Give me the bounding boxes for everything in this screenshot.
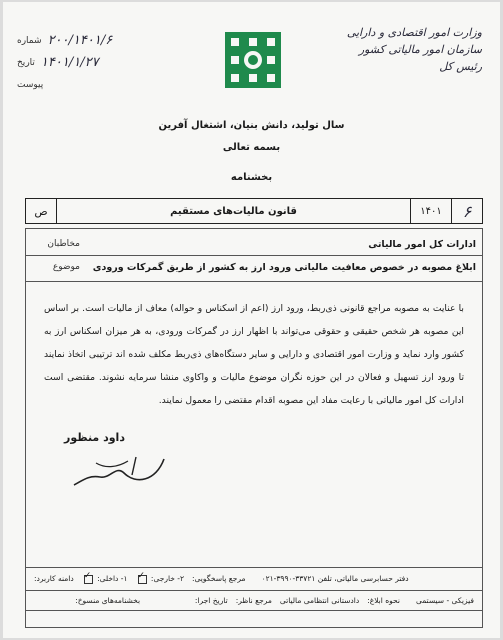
attachment-label: پیوست (17, 80, 44, 90)
scope-label: دامنه کاربرد: (34, 574, 74, 584)
tax-organization-emblem-icon (223, 30, 283, 90)
external-label: ۲- خارجی: (150, 574, 185, 583)
addressee-label: مخاطبان (47, 239, 80, 249)
external-option (132, 574, 188, 584)
circular-title-box (25, 198, 483, 224)
notify-value: فیزیکی - سیستمی (415, 596, 474, 605)
notify-label: نحوه ابلاغ: (367, 596, 400, 605)
responder-value: دفتر حسابرسی مالیاتی، تلفن ۳۳۷۲۱-۳۹۹۰-۰۲۱ (261, 574, 409, 584)
external-checkbox[interactable] (138, 575, 147, 584)
addressee-row (32, 239, 476, 250)
footer-row-2 (30, 596, 478, 605)
supervisor-value: دادستانی انتظامی مالیاتی (279, 596, 360, 605)
year-motto: سال تولید، دانش بنیان، اشتغال آفرین (158, 120, 345, 131)
circular-document (3, 2, 500, 638)
internal-option (78, 574, 132, 584)
handwritten-signature-icon (66, 451, 176, 491)
effective-date-label: تاریخ اجرا: (194, 596, 228, 605)
footer-row-1 (30, 574, 478, 584)
document-type: بخشنامه (230, 172, 273, 183)
date-value: ۱۴۰۱/۱/۲۷ (40, 55, 99, 70)
organization-header (332, 24, 482, 75)
number-label: شماره (17, 36, 42, 46)
number-value: ۲۰۰/۱۴۰۱/۶ (47, 33, 113, 48)
subject-label: موضوع (52, 262, 80, 272)
subject-value: ابلاغ مصوبه در خصوص معافیت مالیاتی ورود ارز به کشور از طریق گمرکات ورودی (92, 262, 476, 273)
internal-checkbox[interactable] (84, 575, 93, 584)
date-label: تاریخ (17, 58, 35, 68)
org-line-2: سازمان امور مالیاتی کشور (358, 43, 482, 56)
org-line-1: وزارت امور اقتصادی و دارایی (346, 26, 482, 39)
bismillah: بسمه تعالی (222, 142, 281, 153)
reference-block (17, 30, 167, 96)
signatory-name: داود منظور (64, 431, 125, 444)
law-title: قانون مالیات‌های مستقیم (56, 199, 410, 223)
circular-body-box (25, 228, 483, 568)
circular-year: ۱۴۰۱ (410, 199, 451, 223)
title-suffix: ص (34, 204, 48, 218)
supervisor-label: مرجع ناظر: (235, 596, 272, 605)
footer-box (25, 568, 483, 628)
subject-row (32, 262, 476, 273)
org-line-3: رئیس کل (439, 60, 482, 73)
circular-number: ۶ (451, 199, 482, 223)
internal-label: ۱- داخلی: (97, 574, 128, 583)
circular-text: با عنایت به مصوبه مراجع قانونی ذی‌ربط، ورود ارز (اعم از اسکناس و حواله) معاف از مالیات است. بر اساس این مصوبه هر شخص حقیقی و حقوقی می‌تواند با اظهار ارز در گمرکات ورودی، به هر میزان اسکناس ارز به کشور وارد نماید و وزارت امور اقتصادی و دارایی و سایر دستگاه‌های ذی‌ربط مکلف شده اند ترتیبی اتخاذ نمایند تا ورود ارز تسهیل و فعالان در این حوزه نگران موضوع مالیات و واکاوی منشا سرمایه نشوند. مقتضی است ادارات کل امور مالیاتی با رعایت مفاد این مصوبه اقدام مقتضی را معمول نمایند. (44, 303, 464, 406)
addressee-value: ادارات کل امور مالیاتی (368, 239, 476, 250)
repealed-label: بخشنامه‌های منسوخ: (75, 596, 141, 605)
responder-label: مرجع پاسخگویی: (192, 574, 246, 584)
